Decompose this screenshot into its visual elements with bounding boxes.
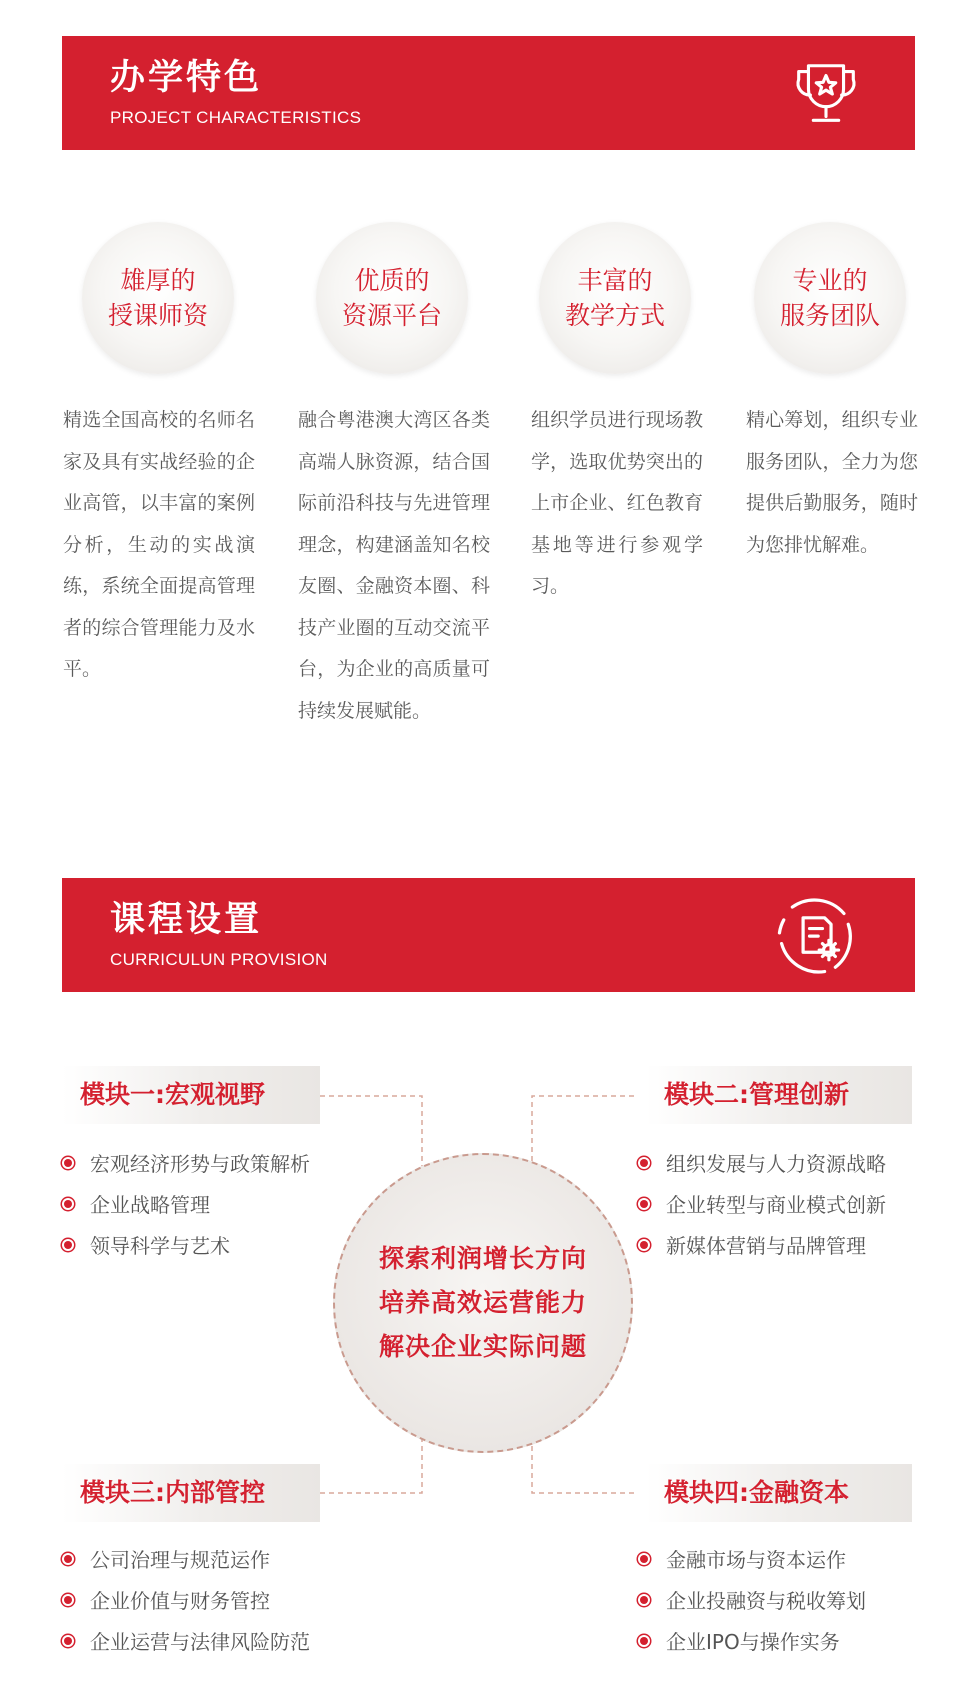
module-list-1 xyxy=(62,1144,310,1267)
module-label-2: 模块二:管理创新 xyxy=(646,1066,912,1124)
module-label-1: 模块一:宏观视野 xyxy=(62,1066,320,1124)
bullet-dot-icon xyxy=(640,1596,648,1604)
list-item xyxy=(638,1144,886,1185)
center-line-1: 探索利润增长方向 xyxy=(378,1244,587,1273)
connector-module-4 xyxy=(532,1440,634,1493)
bullet-dot-icon xyxy=(64,1159,72,1167)
feature-title-line1: 优质的 xyxy=(354,266,430,295)
list-item xyxy=(62,1581,310,1622)
list-item xyxy=(62,1540,310,1581)
list-item-text: 组织发展与人力资源战略 xyxy=(666,1152,886,1176)
list-item-text: 企业运营与法律风险防范 xyxy=(90,1630,310,1654)
list-item-text: 企业转型与商业模式创新 xyxy=(666,1193,886,1217)
feature-title-line1: 雄厚的 xyxy=(120,266,196,295)
bullet-dot-icon xyxy=(64,1200,72,1208)
bullet-dot-icon xyxy=(64,1637,72,1645)
center-line-3: 解决企业实际问题 xyxy=(378,1332,587,1361)
bullet-dot-icon xyxy=(640,1555,648,1563)
bullet-dot-icon xyxy=(64,1596,72,1604)
list-item xyxy=(62,1622,310,1663)
feature-title-line2: 资源平台 xyxy=(341,301,442,330)
bullet-dot-icon xyxy=(64,1555,72,1563)
bullet-dot-icon xyxy=(640,1159,648,1167)
list-item xyxy=(62,1144,310,1185)
list-item-text: 公司治理与规范运作 xyxy=(90,1548,270,1572)
feature-desc-service: 精心筹划，组织专业服务团队，全力为您提供后勤服务，随时为您排忧解难。 xyxy=(746,409,918,556)
feature-title-line2: 教学方式 xyxy=(564,301,665,330)
connector-module-2 xyxy=(532,1096,634,1166)
feature-desc-teaching: 组织学员进行现场教学，选取优势突出的上市企业、红色教育基地等进行参观学习。 xyxy=(531,409,703,597)
bullet-dot-icon xyxy=(64,1241,72,1249)
list-item xyxy=(62,1185,310,1226)
module-label-4: 模块四:金融资本 xyxy=(646,1464,912,1522)
section-title: 办学特色 xyxy=(110,58,263,98)
list-item xyxy=(638,1622,866,1663)
feature-title-line2: 服务团队 xyxy=(779,301,880,330)
center-circle xyxy=(333,1153,633,1453)
list-item xyxy=(638,1185,886,1226)
list-item-text: 企业投融资与税收筹划 xyxy=(666,1589,866,1613)
bullet-dot-icon xyxy=(640,1200,648,1208)
section-title: 课程设置 xyxy=(110,900,263,940)
feature-desc-resources: 融合粤港澳大湾区各类高端人脉资源，结合国际前沿科技与先进管理理念，构建涵盖知名校友圈、金融资本圈、科技产业圈的互动交流平台，为企业的高质量可持续发展赋能。 xyxy=(298,409,490,722)
list-item-text: 企业价值与财务管控 xyxy=(90,1589,270,1613)
list-item-text: 金融市场与资本运作 xyxy=(666,1548,846,1572)
list-item xyxy=(638,1581,866,1622)
center-line-2: 培养高效运营能力 xyxy=(378,1288,587,1317)
list-item xyxy=(638,1540,866,1581)
module-list-3 xyxy=(62,1540,310,1663)
module-list-2 xyxy=(638,1144,886,1267)
feature-title-line1: 专业的 xyxy=(792,266,868,295)
list-item-text: 宏观经济形势与政策解析 xyxy=(90,1152,310,1176)
feature-title-line1: 丰富的 xyxy=(577,266,653,295)
bullet-dot-icon xyxy=(640,1241,648,1249)
list-item-text: 企业IPO与操作实务 xyxy=(666,1630,840,1654)
list-item-text: 领导科学与艺术 xyxy=(90,1234,230,1258)
module-label-3: 模块三:内部管控 xyxy=(62,1464,320,1522)
feature-desc-faculty: 精选全国高校的名师名家及具有实战经验的企业高管，以丰富的案例分析，生动的实战演练，系统全面提高管理者的综合管理能力及水平。 xyxy=(63,409,255,680)
section-subtitle: CURRICULUN PROVISION xyxy=(110,950,328,969)
list-item-text: 企业战略管理 xyxy=(90,1193,210,1217)
section-subtitle: PROJECT CHARACTERISTICS xyxy=(110,108,362,127)
list-item xyxy=(62,1226,310,1267)
module-list-4 xyxy=(638,1540,866,1663)
bullet-dot-icon xyxy=(640,1637,648,1645)
list-item-text: 新媒体营销与品牌管理 xyxy=(666,1234,866,1258)
list-item xyxy=(638,1226,886,1267)
feature-title-line2: 授课师资 xyxy=(107,301,208,330)
